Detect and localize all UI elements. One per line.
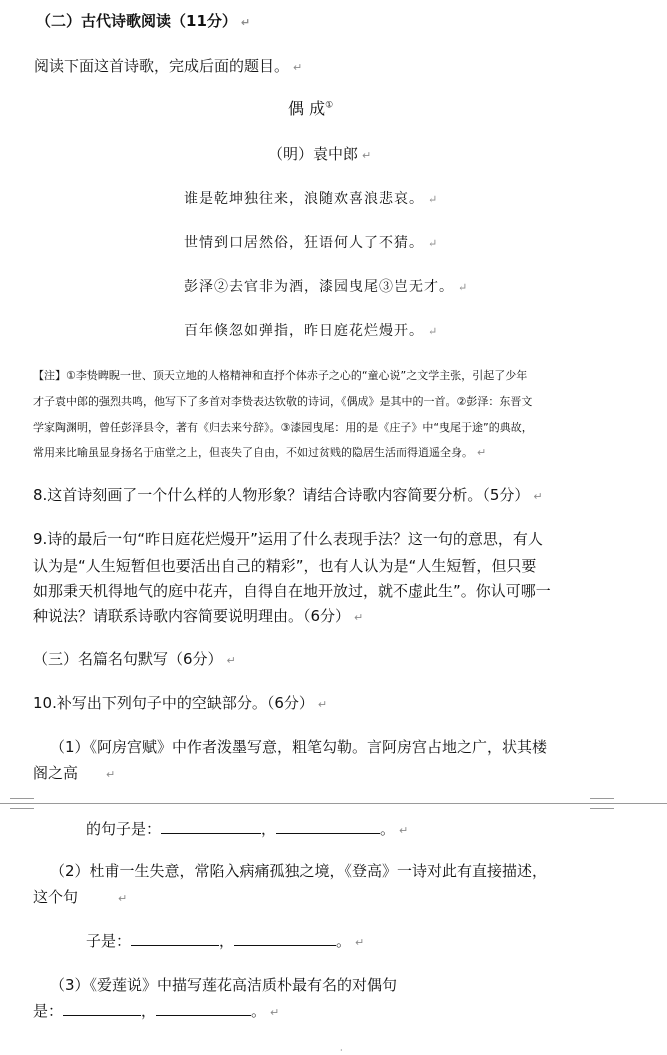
paragraph-mark: ↵ (354, 611, 364, 624)
question-8: 8.这首诗刻画了一个什么样的人物形象？请结合诗歌内容简要分析。（5分） ↵ (33, 486, 543, 504)
answer-blank[interactable] (63, 1001, 141, 1016)
item-1-line-1: （1）《阿房宫赋》中作者泼墨写意，粗笔勾勒。言阿房宫占地之广，状其楼 (50, 738, 548, 756)
poem-title: 偶 成① (288, 99, 334, 118)
paragraph-mark: ↵ (118, 892, 128, 905)
note-line-2: 才子袁中郎的强烈共鸣，他写下了多首对李贽表达钦敬的诗词，《偶成》是其中的一首。②彭泽：东晋文 (33, 395, 533, 408)
note-line-4: 常用来比喻虽显身扬名于庙堂之上，但丧失了自由，不如过贫贱的隐居生活而得逍遥全身。 ↵ (33, 446, 487, 459)
poem-line-2: 世情到口居然俗，狂语何人了不猜。 ↵ (184, 235, 439, 251)
paragraph-mark: ↵ (270, 1006, 280, 1019)
item-2-line-1: （2）杜甫一生失意，常陷入病痛孤独之境，《登高》一诗对此有直接描述， (50, 862, 548, 880)
paragraph-mark: ↵ (226, 654, 236, 667)
item-1-answer-line: 的句子是： ， 。 ↵ (86, 820, 409, 838)
poem-author: （明）袁中郎 ↵ (268, 145, 372, 163)
poem-line-4: 百年倏忽如弹指，昨日庭花烂熳开。 ↵ (184, 323, 439, 339)
question-9-line-4: 种说法？请联系诗歌内容简要说明理由。（6分） ↵ (33, 607, 364, 625)
title-note-marker: ① (325, 100, 334, 111)
question-9-line-2: 认为是“人生短暂但也要活出自己的精彩”，也有人认为是“人生短暂，但只要 (33, 557, 537, 575)
page-break-line (0, 803, 667, 804)
item-3-line-1: （3）《爱莲说》中描写莲花高洁质朴最有名的对偶句 (50, 976, 398, 994)
page-corner-left (10, 798, 34, 809)
paragraph-mark: ↵ (428, 193, 439, 206)
intro-text: 阅读下面这首诗歌，完成后面的题目。 ↵ (34, 57, 303, 75)
paragraph-mark: ↵ (428, 325, 439, 338)
question-9-line-3: 如那秉天机得地气的庭中花卉，自得自在地开放过，就不虚此生”。你认可哪一 (33, 582, 551, 600)
question-10: 10.补写出下列句子中的空缺部分。（6分） ↵ (33, 694, 328, 712)
item-1-line-2: 阁之高 ↵ (33, 764, 116, 782)
paragraph-mark: ↵ (533, 490, 543, 503)
paragraph-mark: ↵ (458, 281, 469, 294)
poem-line-3: 彭泽②去官非为酒，漆园曳尾③岂无才。 ↵ (184, 279, 469, 295)
item-3-answer-line: 是： ， 。 ↵ (33, 1002, 280, 1020)
paragraph-mark: ↵ (106, 768, 116, 781)
paragraph-mark: ↵ (477, 446, 487, 459)
paragraph-mark: ↵ (293, 61, 303, 74)
paragraph-mark: ↵ (399, 824, 409, 837)
answer-blank[interactable] (234, 931, 336, 946)
page-corner-right (590, 798, 614, 809)
answer-blank[interactable] (276, 819, 380, 834)
paragraph-mark: ↵ (428, 237, 439, 250)
answer-blank[interactable] (156, 1001, 251, 1016)
paragraph-mark: ↵ (317, 698, 328, 711)
paragraph-mark: ↵ (362, 149, 372, 162)
item-2-line-2: 这个句 ↵ (33, 888, 128, 906)
note-line-1: 【注】①李贽睥睨一世、顶天立地的人格精神和直抒个体赤子之心的“童心说”之文学主张，引起了少年 (33, 369, 528, 382)
question-9-line-1: 9.诗的最后一句“昨日庭花烂熳开”运用了什么表现手法？这一句的意思，有人 (33, 530, 543, 548)
poem-line-1: 谁是乾坤独往来，浪随欢喜浪悲哀。 ↵ (184, 191, 439, 207)
answer-blank[interactable] (131, 931, 219, 946)
item-2-answer-line: 子是： ， 。 ↵ (86, 932, 365, 950)
answer-blank[interactable] (161, 819, 261, 834)
paragraph-mark: ↵ (355, 936, 365, 949)
section3-heading: （三）名篇名句默写（6分） ↵ (33, 650, 236, 668)
section2-heading: （二）古代诗歌阅读（11分） ↵ (36, 12, 251, 30)
paragraph-mark: ↵ (240, 16, 251, 29)
footer-dot: · (340, 1046, 343, 1055)
note-line-3: 学家陶渊明，曾任彭泽县令，著有《归去来兮辞》。③漆园曳尾：用的是《庄子》中“曳尾于途”的典故， (33, 421, 533, 434)
